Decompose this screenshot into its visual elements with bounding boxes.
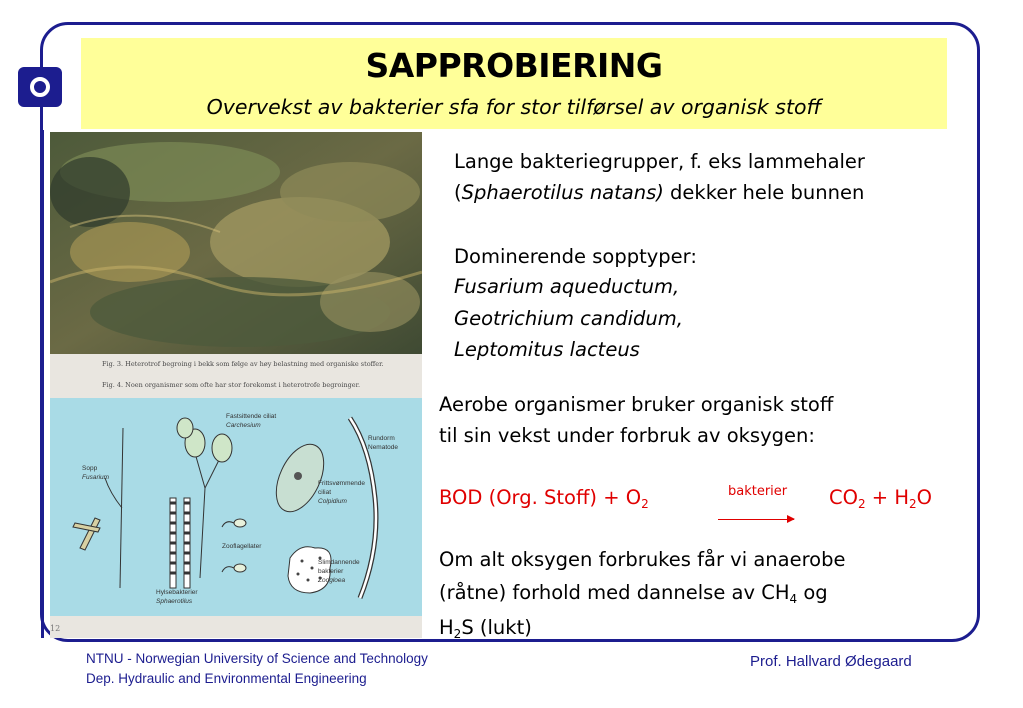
species-sphaerotilus: Sphaerotilus natans): [461, 181, 664, 204]
left-accent-line: [41, 130, 44, 638]
footer-department: Dep. Hydraulic and Environmental Engineering: [86, 671, 367, 686]
paren-open: (: [454, 181, 462, 204]
equation-co: CO: [829, 486, 858, 509]
ring-icon: [30, 77, 50, 97]
label-bakterier: bakterier: [318, 568, 344, 575]
paragraph-3-line-2: til sin vekst under forbruk av oksygen:: [439, 424, 815, 447]
h2s-h: H: [439, 616, 454, 639]
subscript-ch4: 4: [789, 592, 798, 606]
equation-reactants: BOD (Org. Stoff) + O: [439, 486, 642, 509]
subscript-co2: 2: [857, 497, 866, 511]
equation-left: [439, 483, 649, 512]
label-rundorm: Rundorm: [368, 435, 395, 442]
label-hylsebakterier: Hylsebakterier: [156, 589, 198, 596]
stream-bottom-photo: [50, 132, 422, 354]
reaction-arrow-icon: [718, 519, 794, 520]
subscript-o2: 2: [641, 497, 649, 511]
sphaerotilus-sheath-drawing: [170, 498, 190, 588]
species-fusarium: Fusarium aqueductum,: [454, 275, 680, 298]
subscript-h2s: 2: [453, 627, 462, 641]
figure-page-number: 12: [50, 624, 61, 633]
h2s-rest: S (lukt): [461, 616, 532, 639]
paragraph-4-og: og: [797, 581, 828, 604]
equation-o: O: [916, 486, 933, 509]
footer-author: Prof. Hallvard Ødegaard: [750, 653, 912, 670]
paragraph-1-rest: dekker hele bunnen: [663, 181, 865, 204]
label-frittsvommende: Frittsvømmende: [318, 480, 365, 487]
label-zooflagellater: Zooflagellater: [222, 543, 262, 550]
ntnu-logo: [18, 67, 62, 107]
subscript-h2o: 2: [909, 497, 917, 511]
footer-university: NTNU - Norwegian University of Science and Technology: [86, 651, 428, 666]
paragraph-4-line-2: [439, 578, 828, 607]
figure-caption-3: Fig. 3. Heterotrof begroing i bekk som følge av høy belastning med organiske stoffer.: [102, 360, 384, 368]
paragraph-1-line-2: [454, 178, 864, 207]
textbook-figure: [50, 132, 422, 638]
label-slimdannende: Slimdannende: [318, 559, 360, 566]
species-geotrichium: Geotrichium candidum,: [454, 307, 683, 330]
colpidium-ciliate-drawing: [267, 437, 334, 519]
label-zoogloea: Zoogloea: [318, 577, 346, 584]
paragraph-4-line-1: Om alt oksygen forbrukes får vi anaerobe: [439, 548, 846, 571]
species-leptomitus: Leptomitus lacteus: [454, 338, 640, 361]
equation-arrow-label: bakterier: [728, 484, 788, 499]
label-sopp: Sopp: [82, 465, 98, 472]
figure-caption-4: Fig. 4. Noen organismer som ofte har stor forekomst i heterotrofe begroinger.: [102, 381, 361, 389]
label-ciliat: ciliat: [318, 489, 332, 496]
title-banner: [81, 38, 947, 129]
label-carchesium: Carchesium: [226, 422, 261, 429]
fusarium-fungus-drawing: [73, 428, 123, 588]
label-fastsittende: Fastsittende ciliat: [226, 413, 277, 420]
paragraph-3-line-1: Aerobe organismer bruker organisk stoff: [439, 393, 834, 416]
label-fusarium: Fusarium: [82, 474, 110, 481]
label-sphaerotilus: Sphaerotilus: [156, 598, 193, 605]
equation-plus-h: + H: [865, 486, 910, 509]
slide-subtitle: Overvekst av bakterier sfa for stor tilførsel av organisk stoff: [206, 95, 822, 119]
paragraph-1-line-1: Lange bakteriegrupper, f. eks lammehaler: [454, 150, 865, 173]
paragraph-4-line-3: [439, 613, 532, 642]
label-nematode: Nematode: [368, 444, 398, 451]
slide-title: SAPPROBIERING: [365, 46, 663, 85]
paragraph-4-text: (råtne) forhold med dannelse av CH: [439, 581, 790, 604]
paragraph-2-heading: Dominerende sopptyper:: [454, 245, 697, 268]
equation-right: [829, 483, 932, 512]
organisms-drawing: [50, 398, 422, 616]
label-colpidium: Colpidium: [318, 498, 347, 505]
